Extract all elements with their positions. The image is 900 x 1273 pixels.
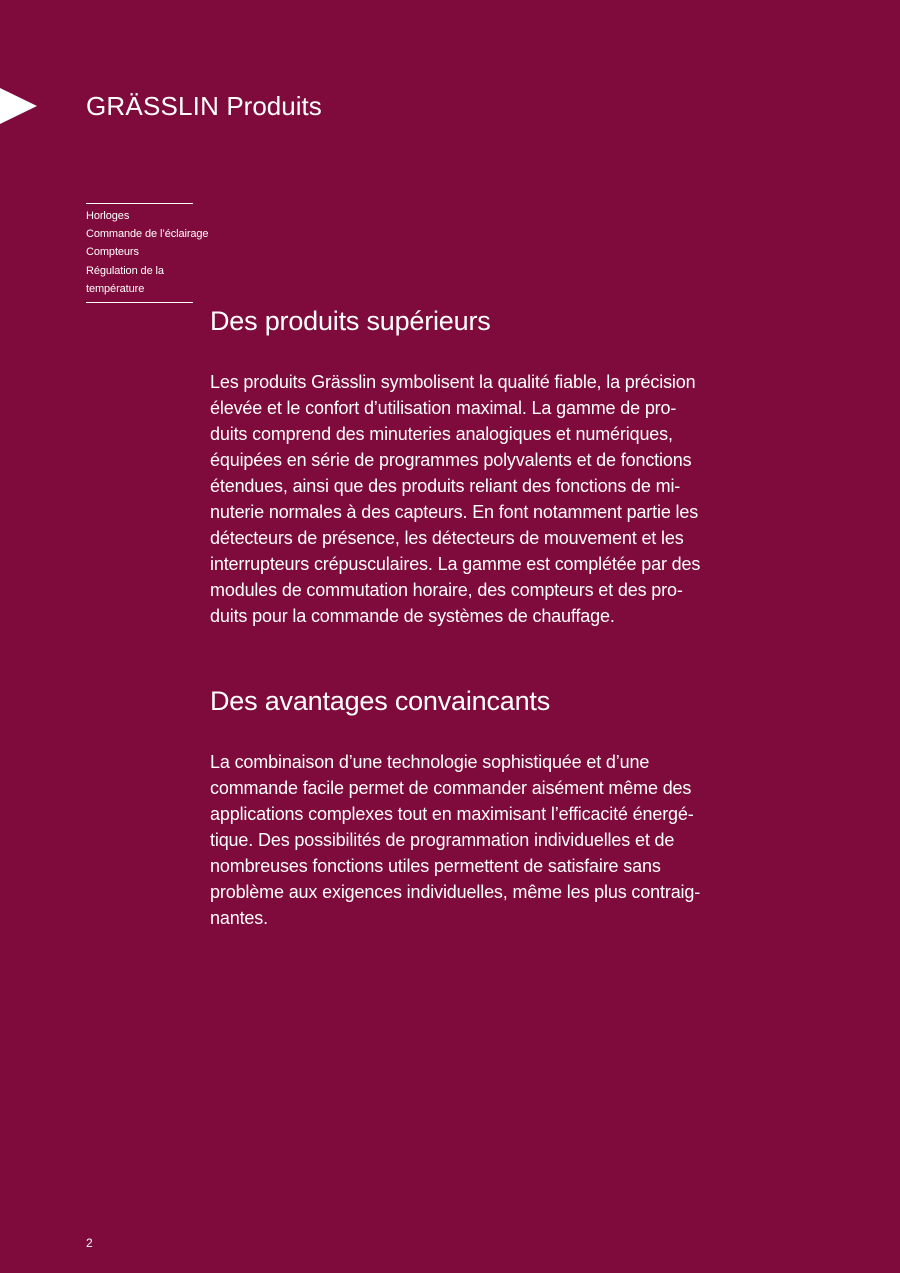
page-number: 2 — [86, 1236, 93, 1250]
section-heading-produits: Des produits supérieurs — [210, 306, 491, 336]
body-line: tique. Des possibilités de programmation individuelles et de — [210, 830, 675, 850]
main-content — [210, 303, 750, 931]
side-navigation — [86, 203, 209, 303]
body-line: interrupteurs crépusculaires. La gamme est complétée par des — [210, 554, 701, 574]
body-line: nuterie normales à des capteurs. En font notamment partie les — [210, 502, 699, 522]
body-line: duits pour la commande de systèmes de chauffage. — [210, 606, 615, 626]
brand-name: GRÄSSLIN — [86, 91, 220, 121]
body-line: La combinaison d’une technologie sophistiquée et d’une — [210, 752, 650, 772]
sidenav-item-horloges[interactable]: Horloges — [86, 210, 130, 222]
header-title: Produits — [226, 91, 322, 121]
body-line: problème aux exigences individuelles, même les plus contraig- — [210, 882, 701, 902]
section-body-produits — [210, 369, 750, 629]
sidenav-item-compteurs[interactable]: Compteurs — [86, 246, 139, 259]
section-body-avantages — [210, 749, 750, 931]
body-line: commande facile permet de commander aisément même des — [210, 778, 692, 798]
body-line: détecteurs de présence, les détecteurs de mouvement et les — [210, 528, 684, 548]
sidenav-item-temperature[interactable]: température — [86, 282, 145, 295]
body-line: duits comprend des minuteries analogiques et numériques, — [210, 424, 673, 444]
triangle-marker-icon — [0, 88, 37, 124]
body-line: élevée et le confort d’utilisation maximal. La gamme de pro- — [210, 398, 677, 418]
body-line: modules de commutation horaire, des compteurs et des pro- — [210, 580, 683, 600]
body-line: étendues, ainsi que des produits reliant des fonctions de mi- — [210, 476, 681, 496]
sidenav-item-eclairage[interactable]: Commande de l’éclairage — [86, 228, 209, 241]
body-line: nantes. — [210, 908, 268, 928]
section-heading-avantages: Des avantages convaincants — [210, 686, 551, 716]
sidenav-item-regulation[interactable]: Régulation de la — [86, 264, 164, 277]
page-header — [86, 89, 322, 123]
body-line: Les produits Grässlin symbolisent la qualité fiable, la précision — [210, 372, 696, 392]
body-line: applications complexes tout en maximisant l’efficacité énergé- — [210, 804, 694, 824]
body-line: nombreuses fonctions utiles permettent de satisfaire sans — [210, 856, 661, 876]
body-line: équipées en série de programmes polyvalents et de fonctions — [210, 450, 692, 470]
